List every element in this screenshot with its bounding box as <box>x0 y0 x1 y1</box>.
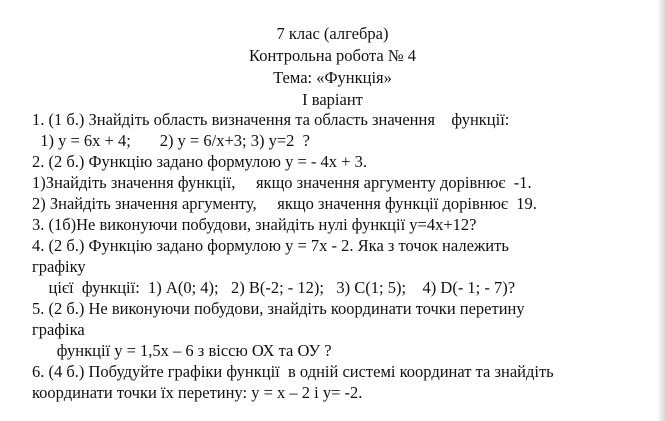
topic-heading: Тема: «Функція» <box>273 68 392 87</box>
task-2-part-2: 2) Знайдіть значення аргументу, якщо значення функції дорівнює 19. <box>32 194 537 213</box>
task-5-question: 5. (2 б.) Не виконуючи побудови, знайдіть координати точки перетину <box>32 299 525 318</box>
task-6-question-continued: координати точки їх перетину: у = х – 2 і у= -2. <box>32 383 363 402</box>
task-4-options: цієї функції: 1) А(0; 4); 2) В(-2; - 12); 3) С(1; 5); 4) D(- 1; - 7)? <box>32 278 516 297</box>
task-5-function: функції у = 1,5х – 6 з віссю ОХ та ОУ ? <box>32 341 332 360</box>
task-1-options: 1) у = 6х + 4; 2) у = 6/х+3; 3) у=2 ? <box>32 131 310 150</box>
task-2-question: 2. (2 б.) Функцію задано формулою у = - 4х + 3. <box>32 152 367 171</box>
task-4-question-continued: графіку <box>32 257 86 276</box>
variant-heading: I варіант <box>302 90 363 109</box>
grade-heading: 7 клас (алгебра) <box>276 24 389 43</box>
task-6-question: 6. (4 б.) Побудуйте графіки функції в одній системі координат та знайдіть <box>32 362 554 381</box>
task-5-question-continued: графіка <box>32 320 85 339</box>
work-title: Контрольна робота № 4 <box>249 46 416 65</box>
task-4-question: 4. (2 б.) Функцію задано формулою у = 7х - 2. Яка з точок належить <box>32 236 509 255</box>
task-2-part-1: 1)Знайдіть значення функції, якщо значення аргументу дорівнює -1. <box>32 173 532 192</box>
task-3-question: 3. (1б)Не виконуючи побудови, знайдіть нулі функції у=4х+12? <box>32 215 477 234</box>
task-1-question: 1. (1 б.) Знайдіть область визначення та область значення функції: <box>32 110 510 129</box>
